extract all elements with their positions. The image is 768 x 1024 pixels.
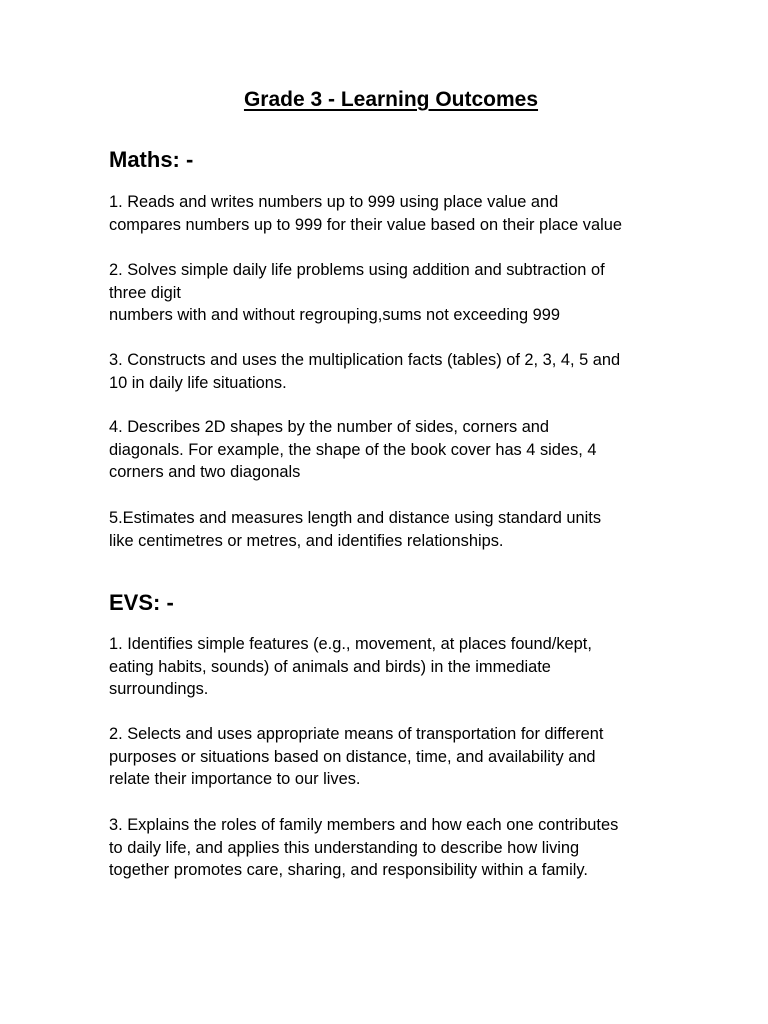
maths-outcome-1: 1. Reads and writes numbers up to 999 using place value and compares numbers up to 999 for their value based on their place value — [109, 193, 622, 234]
maths-outcome-5: 5.Estimates and measures length and distance using standard units like centimetres or metres, and identifies relationships. — [109, 509, 602, 550]
evs-outcome-3: 3. Explains the roles of family members and how each one contributes to daily life, and applies this understanding to describe how living together promotes care, sharing, and responsibility within a family. — [109, 816, 619, 880]
evs-outcome-1: 1. Identifies simple features (e.g., movement, at places found/kept, eating habits, sounds) of animals and birds) in the immediate surroundings. — [109, 635, 592, 699]
evs-outcome-2: 2. Selects and uses appropriate means of transportation for different purposes or situations based on distance, time, and availability and relate their importance to our lives. — [109, 725, 604, 789]
maths-outcome-4: 4. Describes 2D shapes by the number of sides, corners and diagonals. For example, the shape of the book cover has 4 sides, 4 corners and two diagonals — [109, 418, 597, 482]
maths-heading: Maths: - — [109, 147, 194, 172]
maths-outcome-3: 3. Constructs and uses the multiplication facts (tables) of 2, 3, 4, 5 and 10 in daily life situations. — [109, 351, 621, 392]
evs-heading: EVS: - — [109, 590, 174, 615]
page-title: Grade 3 - Learning Outcomes — [243, 88, 539, 111]
maths-outcome-2: 2. Solves simple daily life problems using addition and subtraction of three digit numbers with and without regrouping,sums not exceeding 999 — [109, 261, 605, 325]
